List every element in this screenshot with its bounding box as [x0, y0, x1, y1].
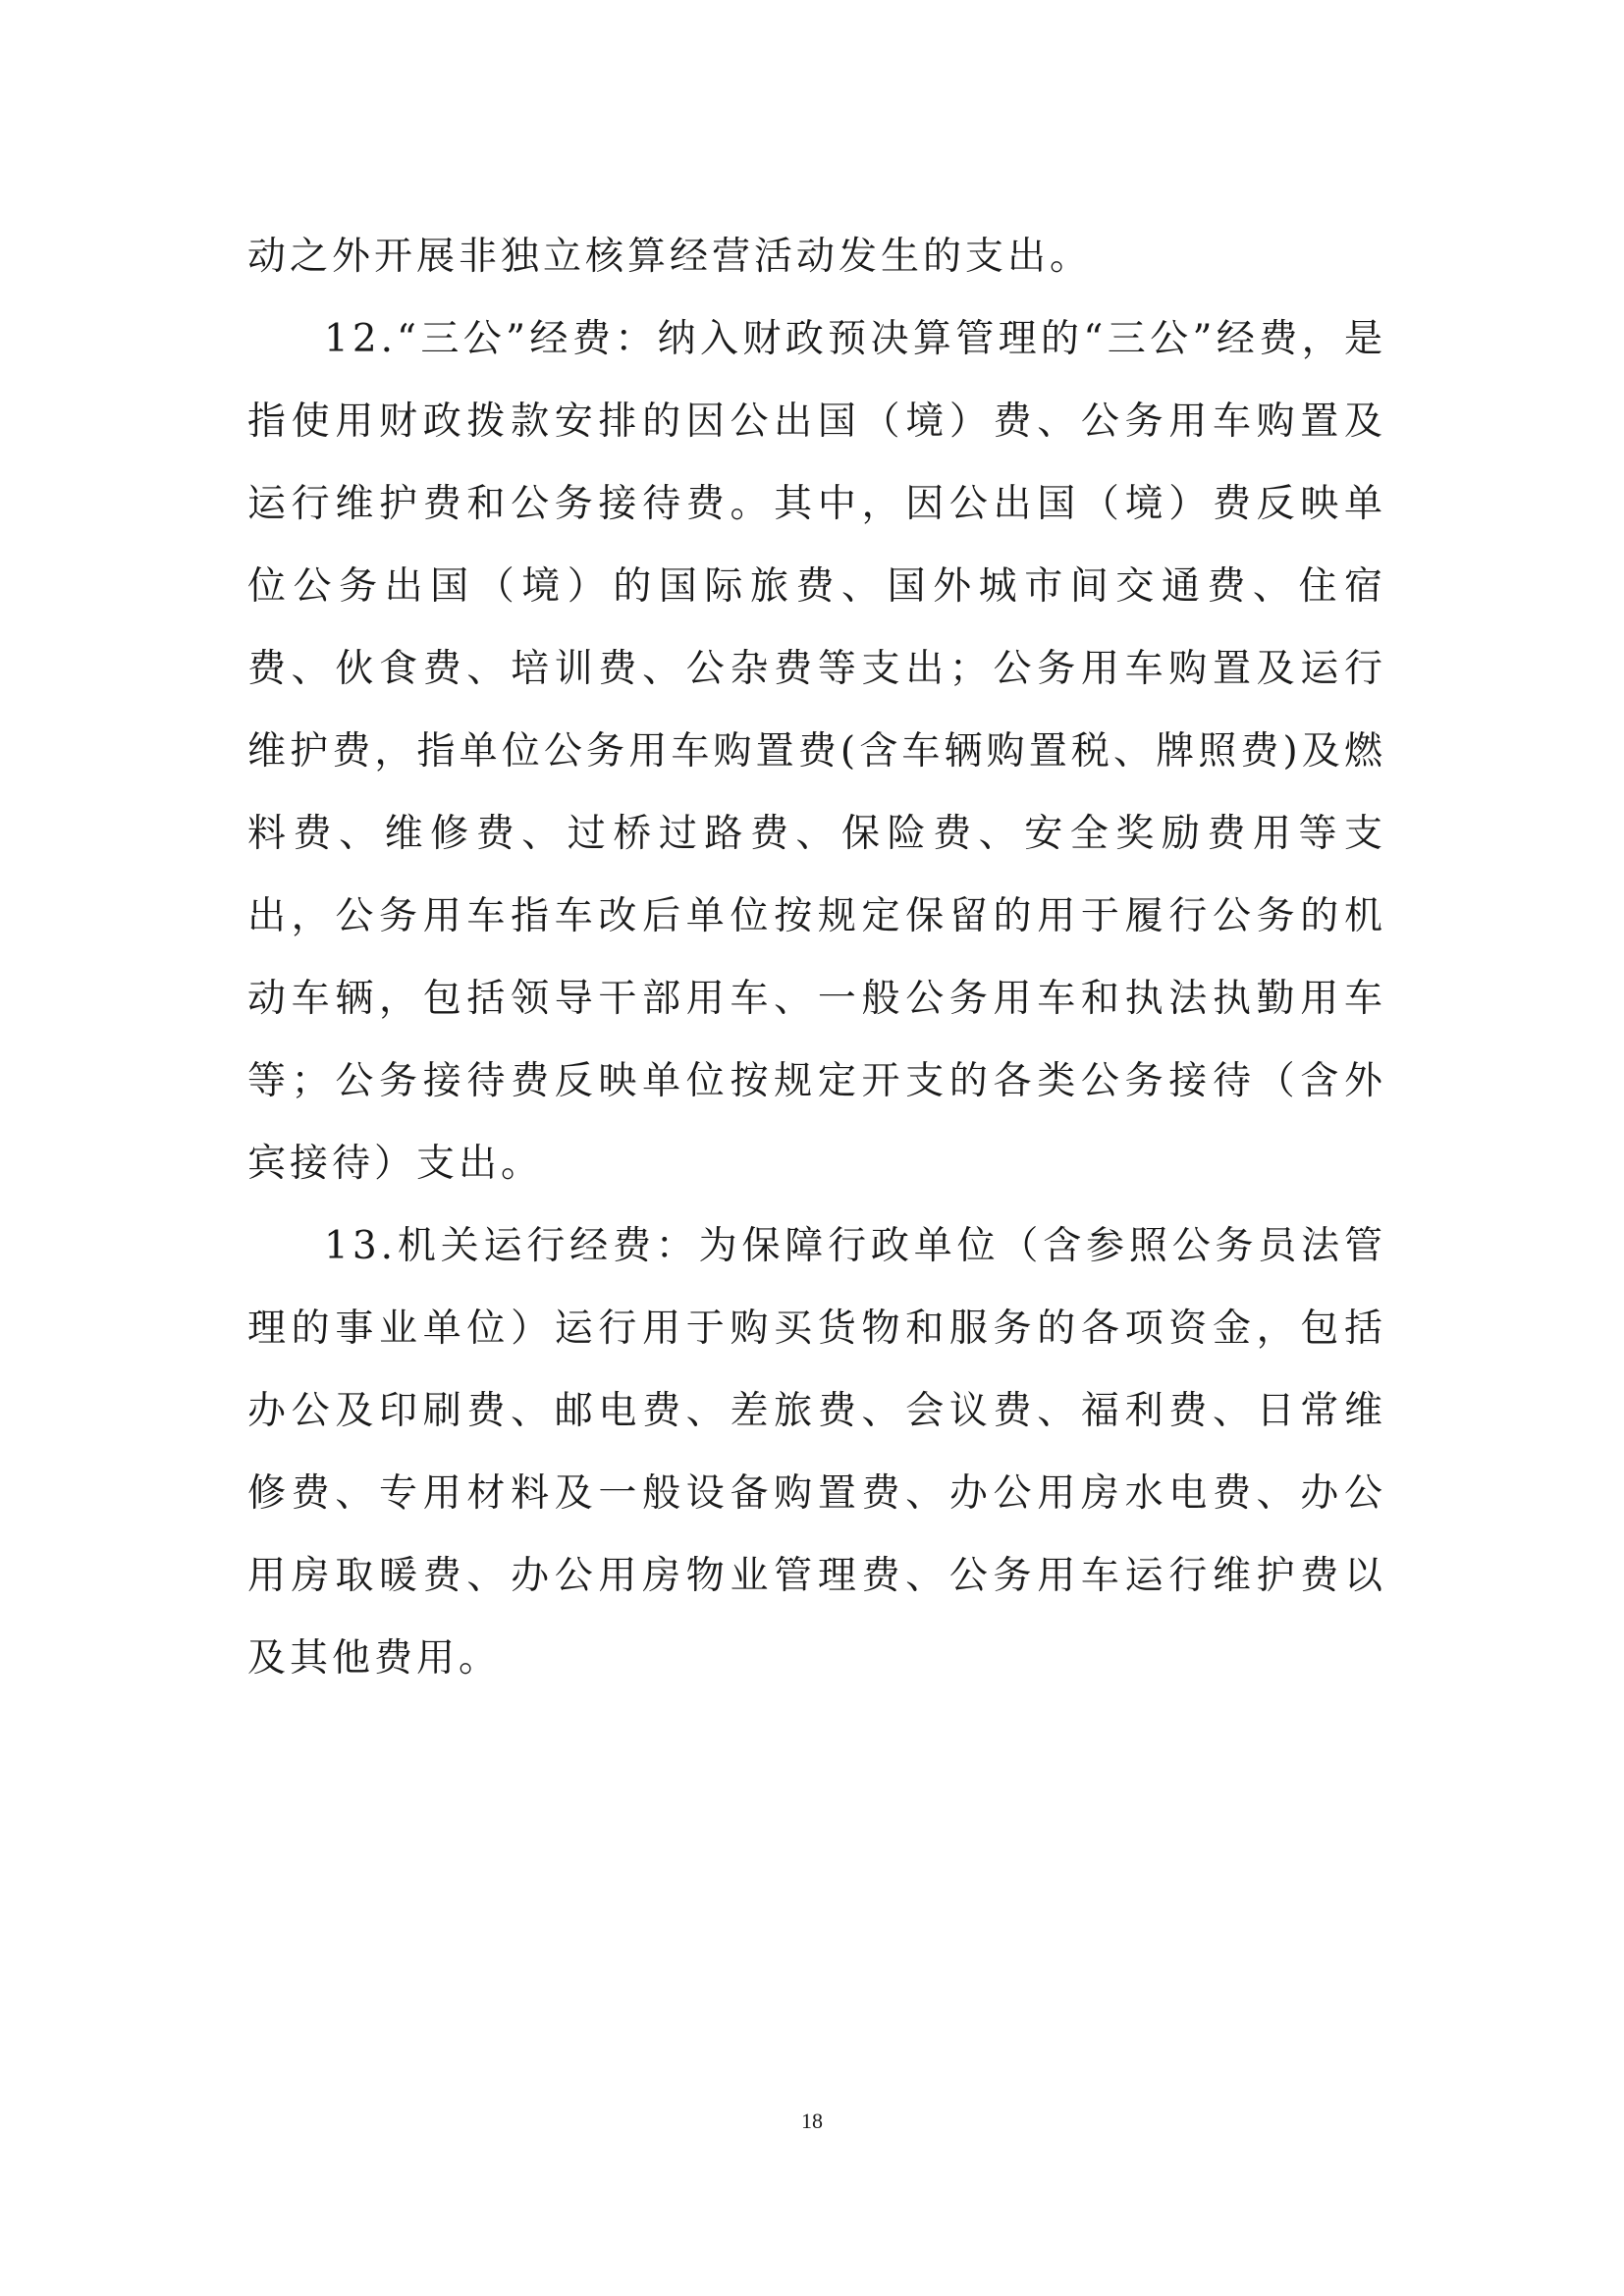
paragraph-continuation: 动之外开展非独立核算经营活动发生的支出。: [247, 235, 1093, 279]
body-text: [247, 216, 1386, 1700]
page-number: 18: [801, 2109, 823, 2133]
paragraph-item-13-operating-expenses: 13.机关运行经费：为保障行政单位（含参照公务员法管理的事业单位）运行用于购买货物和服务的各项资金，包括办公及印刷费、邮电费、差旅费、会议费、福利费、日常维修费、专用材料及一般设备购置费、办公用房水电费、办公用房取暖费、办公用房物业管理费、公务用车运行维护费以及其他费用。: [247, 1224, 1386, 1681]
paragraph-item-12-three-public-expenses: 12.“三公”经费：纳入财政预决算管理的“三公”经费，是指使用财政拨款安排的因公出国（境）费、公务用车购置及运行维护费和公务接待费。其中，因公出国（境）费反映单位公务出国（境）的国际旅费、国外城市间交通费、住宿费、伙食费、培训费、公杂费等支出；公务用车购置及运行维护费，指单位公务用车购置费(含车辆购置税、牌照费)及燃料费、维修费、过桥过路费、保险费、安全奖励费用等支出，公务用车指车改后单位按规定保留的用于履行公务的机动车辆，包括领导干部用车、一般公务用车和执法执勤用车等；公务接待费反映单位按规定开支的各类公务接待（含外宾接待）支出。: [247, 317, 1386, 1186]
